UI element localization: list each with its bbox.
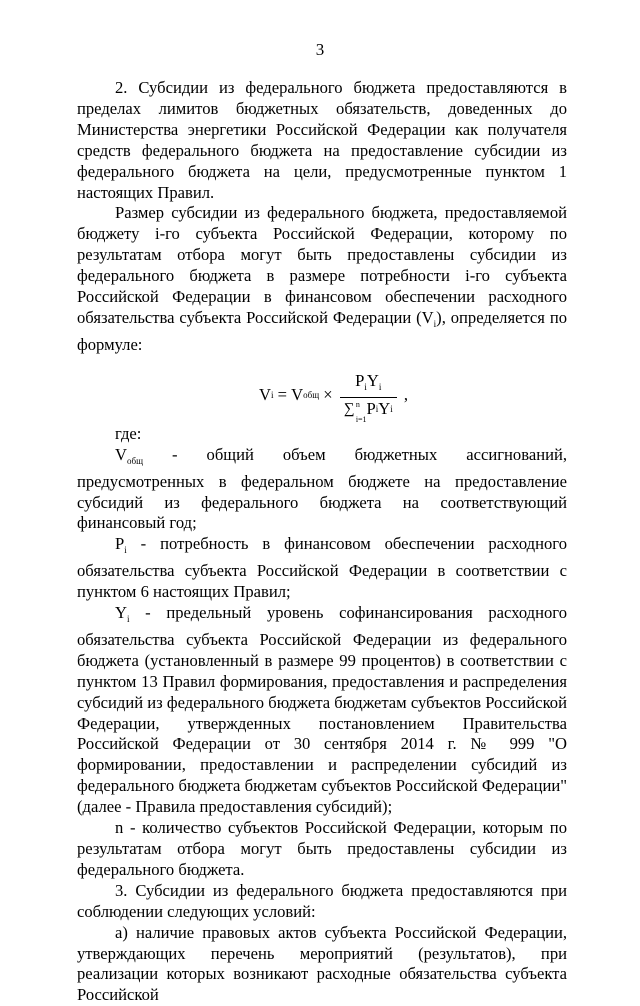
- num-p-sub: i: [364, 381, 367, 392]
- sum-lower-limit: i=1: [355, 414, 367, 424]
- vobsh-subscript: общ: [126, 455, 143, 466]
- den-p: P: [366, 398, 376, 418]
- formula-v: V: [291, 384, 304, 404]
- formula-lhs-sub: i: [270, 389, 274, 400]
- vobsh-symbol: V: [115, 444, 127, 464]
- num-p: P: [355, 370, 365, 390]
- yi-symbol: Y: [115, 603, 127, 623]
- yi-text: - предельный уровень софинансирования расходного обязательства субъекта Российской Федерации из федерального бюджета (установленный в размере 99 процентов) в соответствии с пунктом 13 Правил формирования, предоставления и распределения субсидий из федерального бюджета бюджетам субъектов Российской Федерации, утвержденных постановлением Правительства Российской Федерации от 30 сентября 2014 г. № 999 "О формировании, предоставлении и распределении субсидий из федерального бюджета бюджетам субъектов Российской Федерации" (далее - Правила предоставления субсидий);: [77, 603, 567, 817]
- pi-subscript: i: [124, 545, 127, 556]
- size-intro-end: ), определяется по формуле:: [77, 307, 567, 354]
- yi-subscript: i: [126, 614, 130, 625]
- sum-sign: ∑: [343, 400, 355, 417]
- formula-equals: =: [273, 384, 292, 404]
- formula-lhs: V: [259, 384, 271, 404]
- definition-pi: [77, 534, 567, 603]
- formula: [77, 362, 567, 424]
- pi-symbol: P: [115, 534, 125, 554]
- definition-vobsh: [77, 445, 567, 535]
- formula-times: ×: [319, 384, 337, 404]
- fraction-numerator: [351, 372, 385, 397]
- document-body: [77, 78, 567, 1006]
- size-intro-text: Размер субсидии из федерального бюджета, предоставляемой бюджету i-го субъекта Российской Федерации, которому по результатам отбора могут быть предоставлены субсидии из федерального бюджета в размере потребности i-го субъекта Российской Федерации в финансовом обеспечении расходного обязательства субъекта Российской Федерации (V: [77, 203, 567, 327]
- paragraph-where: где:: [115, 423, 142, 443]
- sum-upper-limit: n: [355, 399, 360, 409]
- page-number: 3: [315, 40, 325, 59]
- paragraph-3: 3. Субсидии из федерального бюджета предоставляются при соблюдении следующих условий:: [77, 880, 567, 921]
- size-intro-subscript: i: [433, 318, 437, 329]
- fraction-denominator: [340, 397, 397, 424]
- num-y-sub: i: [378, 381, 382, 392]
- sum-symbol: [343, 399, 367, 424]
- num-y: Y: [366, 370, 379, 390]
- definition-yi: [77, 603, 567, 818]
- pi-text: - потребность в финансовом обеспечении расходного обязательства субъекта Российской Федерации в соответствии с пунктом 6 настоящих Правил;: [77, 534, 567, 602]
- den-y-sub: i: [390, 403, 393, 414]
- den-y: Y: [378, 398, 391, 418]
- paragraph-size-intro: [77, 203, 567, 355]
- den-p-sub: i: [375, 403, 379, 414]
- formula-expression: [259, 370, 409, 424]
- formula-v-sub: общ: [303, 389, 320, 400]
- paragraph-3a: а) наличие правовых актов субъекта Российской Федерации, утверждающих перечень мероприятий (результатов), при реализации которых возникают расходные обязательства субъекта Российской: [77, 922, 567, 1005]
- paragraph-2: 2. Субсидии из федерального бюджета предоставляются в пределах лимитов бюджетных обязательств, доведенных до Министерства энергетики Российской Федерации как получателя средств федерального бюджета на предоставление субсидии из федерального бюджета на цели, предусмотренные пунктом 1 настоящих Правил.: [77, 78, 567, 202]
- formula-fraction: [340, 370, 397, 424]
- definition-n: n - количество субъектов Российской Федерации, которым по результатам отбора могут быть предоставлены субсидии из федерального бюджета.: [77, 818, 567, 879]
- formula-tail: ,: [399, 384, 409, 404]
- vobsh-text: - общий объем бюджетных ассигнований, предусмотренных в федеральном бюджете на предоставление субсидий из федерального бюджета на соответствующий финансовый год;: [77, 444, 567, 533]
